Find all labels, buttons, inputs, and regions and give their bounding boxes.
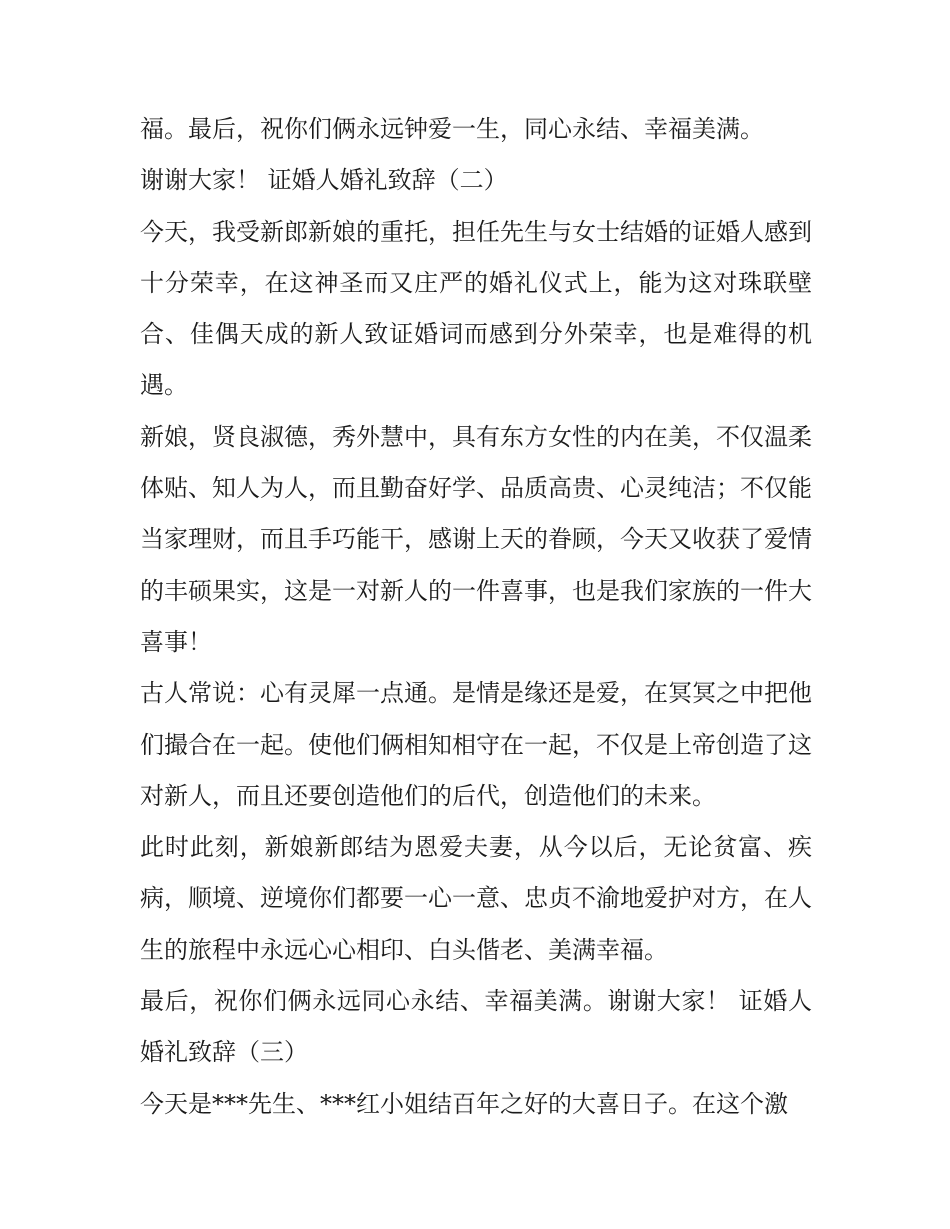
- paragraph-bride: 新娘，贤良淑德，秀外慧中，具有东方女性的内在美，不仅温柔体贴、知人为人，而且勤奋好学、品质高贵、心灵纯洁；不仅能当家理财，而且手巧能干，感谢上天的眷顾，今天又收获了爱情的丰硕果实，这是一对新人的一件喜事，也是我们家族的一件大喜事！: [140, 422, 812, 656]
- paragraph-vows: 此时此刻，新娘新郎结为恩爱夫妻，从今以后，无论贫富、疾病，顺境、逆境你们都要一心一意、忠贞不渝地爱护对方，在人生的旅程中永远心心相印、白头偕老、美满幸福。: [140, 833, 812, 964]
- paragraph-introduction: 今天，我受新郎新娘的重托，担任先生与女士结婚的证婚人感到十分荣幸，在这神圣而又庄严的婚礼仪式上，能为这对珠联壁合、佳偶天成的新人致证婚词而感到分外荣幸，也是难得的机遇。: [140, 217, 812, 400]
- paragraph-closing-blessing: 福。最后，祝你们俩永远钟爱一生，同心永结、幸福美满。: [140, 115, 764, 143]
- document-body: [140, 104, 812, 1130]
- paragraph-final-blessing-heading-3: 最后，祝你们俩永远同心永结、幸福美满。谢谢大家！ 证婚人婚礼致辞（三）: [140, 987, 812, 1067]
- paragraph-thanks-heading-2: 谢谢大家！ 证婚人婚礼致辞（二）: [140, 166, 508, 195]
- paragraph-ancient-saying: 古人常说：心有灵犀一点通。是情是缘还是爱，在冥冥之中把他们撮合在一起。使他们俩相知相守在一起，不仅是上帝创造了这对新人，而且还要创造他们的后代，创造他们的未来。: [140, 679, 812, 810]
- paragraph-speech-3-opening: 今天是***先生、***红小姐结百年之好的大喜日子。在这个激: [140, 1089, 788, 1118]
